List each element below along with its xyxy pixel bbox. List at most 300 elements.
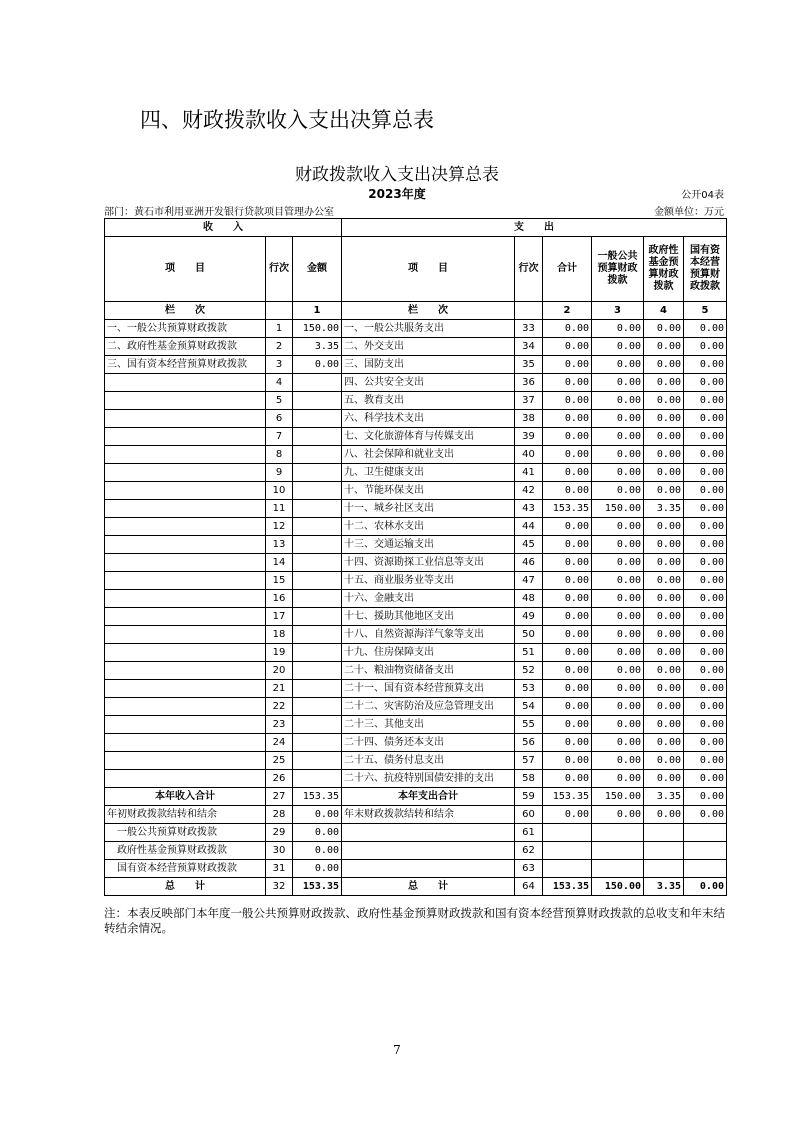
- income-row-no: 32: [266, 878, 293, 896]
- income-row-no: 26: [266, 770, 293, 788]
- income-item: [105, 572, 266, 590]
- state-capital-amount: 0.00: [684, 554, 727, 572]
- expense-total: 153.35: [543, 500, 592, 518]
- fund-budget-amount: 0.00: [644, 356, 684, 374]
- expense-item: 三、国防支出: [342, 356, 515, 374]
- expense-total: 153.35: [543, 878, 592, 896]
- state-capital-amount: 0.00: [684, 356, 727, 374]
- income-item: 政府性基金预算财政拨款: [105, 842, 266, 860]
- income-amount: [293, 662, 342, 680]
- general-budget-amount: 0.00: [592, 680, 644, 698]
- expense-item: 十七、援助其他地区支出: [342, 608, 515, 626]
- income-item: [105, 464, 266, 482]
- expense-row-no: 42: [515, 482, 543, 500]
- income-row-no: 1: [266, 320, 293, 338]
- income-amount: 0.00: [293, 356, 342, 374]
- income-amount: [293, 734, 342, 752]
- general-budget-amount: 0.00: [592, 734, 644, 752]
- income-row-no: 31: [266, 860, 293, 878]
- col-1: 1: [293, 302, 342, 320]
- expense-total: 0.00: [543, 608, 592, 626]
- general-budget-amount: 0.00: [592, 590, 644, 608]
- state-capital-amount: 0.00: [684, 734, 727, 752]
- expense-item: 十四、资源勘探工业信息等支出: [342, 554, 515, 572]
- expense-row-no: 49: [515, 608, 543, 626]
- fund-budget-amount: 0.00: [644, 338, 684, 356]
- expense-row-no: 63: [515, 860, 543, 878]
- state-capital-amount: 0.00: [684, 806, 727, 824]
- fund-budget-amount: 3.35: [644, 878, 684, 896]
- expense-row-no: 46: [515, 554, 543, 572]
- general-budget-amount: 0.00: [592, 338, 644, 356]
- fund-budget-amount: 0.00: [644, 734, 684, 752]
- table-row: [105, 482, 727, 500]
- general-budget-amount: 0.00: [592, 662, 644, 680]
- total-header: 合计: [543, 237, 592, 302]
- income-amount: 0.00: [293, 824, 342, 842]
- expense-row-no: 36: [515, 374, 543, 392]
- income-row-no: 28: [266, 806, 293, 824]
- expense-row-no: 48: [515, 590, 543, 608]
- expense-total: 0.00: [543, 770, 592, 788]
- expense-header: 支 出: [342, 219, 727, 237]
- income-amount: [293, 644, 342, 662]
- income-item-header: 项 目: [105, 237, 266, 302]
- income-item: [105, 392, 266, 410]
- expense-total: 0.00: [543, 806, 592, 824]
- income-item: 一般公共预算财政拨款: [105, 824, 266, 842]
- expense-item: 十、节能环保支出: [342, 482, 515, 500]
- state-capital-amount: 0.00: [684, 338, 727, 356]
- income-row-no: 24: [266, 734, 293, 752]
- table-row: [105, 698, 727, 716]
- table-row: [105, 356, 727, 374]
- state-capital-amount: 0.00: [684, 590, 727, 608]
- income-item: 三、国有资本经营预算财政拨款: [105, 356, 266, 374]
- general-budget-amount: 0.00: [592, 320, 644, 338]
- income-amount: [293, 536, 342, 554]
- income-item: [105, 410, 266, 428]
- table-row: [105, 446, 727, 464]
- general-budget-amount: 0.00: [592, 644, 644, 662]
- state-capital-amount: 0.00: [684, 788, 727, 806]
- expense-total: 0.00: [543, 536, 592, 554]
- fund-budget-amount: 0.00: [644, 644, 684, 662]
- income-row-no: 12: [266, 518, 293, 536]
- col-blank: [515, 302, 543, 320]
- income-row-no: 6: [266, 410, 293, 428]
- general-budget-amount: 0.00: [592, 464, 644, 482]
- table-row: [105, 590, 727, 608]
- income-item: [105, 662, 266, 680]
- table-row: [105, 518, 727, 536]
- general-budget-amount: 0.00: [592, 698, 644, 716]
- expense-item: 四、公共安全支出: [342, 374, 515, 392]
- expense-row-no: 33: [515, 320, 543, 338]
- table-row: [105, 410, 727, 428]
- income-row-no-header: 行次: [266, 237, 293, 302]
- state-capital-header: 国有资本经营预算财政拨款: [684, 237, 727, 302]
- income-amount-header: 金额: [293, 237, 342, 302]
- income-row-no: 3: [266, 356, 293, 374]
- state-capital-amount: 0.00: [684, 464, 727, 482]
- general-budget-amount: 0.00: [592, 554, 644, 572]
- state-capital-amount: 0.00: [684, 644, 727, 662]
- income-item: [105, 536, 266, 554]
- income-row-no: 25: [266, 752, 293, 770]
- fund-budget-amount: 0.00: [644, 428, 684, 446]
- fund-budget-amount: [644, 860, 684, 878]
- fund-budget-amount: 0.00: [644, 374, 684, 392]
- general-budget-amount: 150.00: [592, 878, 644, 896]
- expense-total: 0.00: [543, 644, 592, 662]
- table-row: [105, 788, 727, 806]
- state-capital-amount: [684, 860, 727, 878]
- income-amount: [293, 374, 342, 392]
- table-row: [105, 680, 727, 698]
- income-amount: [293, 500, 342, 518]
- general-budget-amount: 0.00: [592, 446, 644, 464]
- table-row: [105, 752, 727, 770]
- income-amount: [293, 392, 342, 410]
- expense-total: 0.00: [543, 680, 592, 698]
- table-note: 注：本表反映部门本年度一般公共预算财政拨款、政府性基金预算财政拨款和国有资本经营预算财政拨款的总收支和年末结转结余情况。: [104, 906, 725, 935]
- income-item: [105, 716, 266, 734]
- state-capital-amount: 0.00: [684, 392, 727, 410]
- expense-row-no: 43: [515, 500, 543, 518]
- income-item: [105, 428, 266, 446]
- table-row: [105, 428, 727, 446]
- expense-item: 六、科学技术支出: [342, 410, 515, 428]
- expense-row-no: 37: [515, 392, 543, 410]
- income-row-no: 22: [266, 698, 293, 716]
- income-item: [105, 500, 266, 518]
- general-budget-amount: 0.00: [592, 806, 644, 824]
- expense-row-no: 56: [515, 734, 543, 752]
- expense-item: [342, 842, 515, 860]
- amount-unit: 金额单位：万元: [654, 207, 724, 218]
- header-row-group: [105, 219, 727, 237]
- table-row: [105, 824, 727, 842]
- table-row: [105, 716, 727, 734]
- col-5: 5: [684, 302, 727, 320]
- table-code: 公开04表: [681, 190, 724, 201]
- expense-row-no: 57: [515, 752, 543, 770]
- expense-item: 二十三、其他支出: [342, 716, 515, 734]
- expense-row-no: 55: [515, 716, 543, 734]
- expense-total: 0.00: [543, 410, 592, 428]
- general-budget-amount: 0.00: [592, 626, 644, 644]
- state-capital-amount: 0.00: [684, 698, 727, 716]
- fund-budget-amount: 3.35: [644, 788, 684, 806]
- expense-total: [543, 842, 592, 860]
- income-row-no: 27: [266, 788, 293, 806]
- state-capital-amount: 0.00: [684, 878, 727, 896]
- expense-item: 十八、自然资源海洋气象等支出: [342, 626, 515, 644]
- income-row-no: 29: [266, 824, 293, 842]
- income-item: 一、一般公共预算财政拨款: [105, 320, 266, 338]
- income-row-no: 11: [266, 500, 293, 518]
- expense-row-no: 38: [515, 410, 543, 428]
- table-row: [105, 770, 727, 788]
- state-capital-amount: 0.00: [684, 374, 727, 392]
- fund-budget-amount: [644, 842, 684, 860]
- expense-item: 二十四、债务还本支出: [342, 734, 515, 752]
- general-budget-amount: 0.00: [592, 374, 644, 392]
- expense-total: 0.00: [543, 392, 592, 410]
- general-budget-amount: [592, 824, 644, 842]
- income-item: [105, 644, 266, 662]
- income-amount: 0.00: [293, 842, 342, 860]
- income-amount: [293, 626, 342, 644]
- income-amount: [293, 518, 342, 536]
- expense-item: 十九、住房保障支出: [342, 644, 515, 662]
- fund-budget-amount: [644, 824, 684, 842]
- expense-item: 本年支出合计: [342, 788, 515, 806]
- fund-budget-amount: 0.00: [644, 410, 684, 428]
- income-row-no: 10: [266, 482, 293, 500]
- fund-budget-amount: 0.00: [644, 320, 684, 338]
- expense-row-no: 35: [515, 356, 543, 374]
- expense-total: 0.00: [543, 734, 592, 752]
- income-row-no: 15: [266, 572, 293, 590]
- general-budget-amount: 150.00: [592, 788, 644, 806]
- general-budget-amount: 0.00: [592, 536, 644, 554]
- expense-total: 0.00: [543, 716, 592, 734]
- expense-item: 二、外交支出: [342, 338, 515, 356]
- income-row-no: 9: [266, 464, 293, 482]
- table-row: [105, 500, 727, 518]
- table-row: [105, 842, 727, 860]
- income-amount: 153.35: [293, 878, 342, 896]
- header-row: [105, 237, 727, 302]
- income-row-no: 20: [266, 662, 293, 680]
- expense-row-no: 40: [515, 446, 543, 464]
- col-3: 3: [592, 302, 644, 320]
- income-amount: 0.00: [293, 806, 342, 824]
- expense-total: [543, 860, 592, 878]
- expense-total: 0.00: [543, 698, 592, 716]
- expense-total: 0.00: [543, 590, 592, 608]
- fund-budget-amount: 0.00: [644, 680, 684, 698]
- income-amount: [293, 680, 342, 698]
- expense-total: 0.00: [543, 482, 592, 500]
- table-row: [105, 536, 727, 554]
- fund-budget-amount: 0.00: [644, 752, 684, 770]
- expense-total: 0.00: [543, 572, 592, 590]
- income-amount: [293, 428, 342, 446]
- income-item: 国有资本经营预算财政拨款: [105, 860, 266, 878]
- income-amount: 0.00: [293, 860, 342, 878]
- fund-budget-amount: 0.00: [644, 554, 684, 572]
- income-amount: [293, 572, 342, 590]
- expense-row-no: 53: [515, 680, 543, 698]
- income-item: 二、政府性基金预算财政拨款: [105, 338, 266, 356]
- state-capital-amount: 0.00: [684, 536, 727, 554]
- fund-budget-amount: 0.00: [644, 716, 684, 734]
- fund-budget-amount: 0.00: [644, 392, 684, 410]
- expense-item: [342, 824, 515, 842]
- general-budget-amount: 0.00: [592, 482, 644, 500]
- expense-total: 0.00: [543, 752, 592, 770]
- table-row: [105, 626, 727, 644]
- state-capital-amount: 0.00: [684, 770, 727, 788]
- income-row-no: 8: [266, 446, 293, 464]
- income-amount: [293, 752, 342, 770]
- table-row: [105, 572, 727, 590]
- general-budget-amount: 0.00: [592, 752, 644, 770]
- income-item: [105, 482, 266, 500]
- expense-item: 二十一、国有资本经营预算支出: [342, 680, 515, 698]
- expense-row-no: 59: [515, 788, 543, 806]
- table-row: [105, 860, 727, 878]
- expense-item: [342, 860, 515, 878]
- table-row: [105, 374, 727, 392]
- expense-row-no: 64: [515, 878, 543, 896]
- col-4: 4: [644, 302, 684, 320]
- general-budget-amount: [592, 860, 644, 878]
- expense-item: 二十六、抗疫特别国债安排的支出: [342, 770, 515, 788]
- expense-total: 0.00: [543, 320, 592, 338]
- expense-item: 一、一般公共服务支出: [342, 320, 515, 338]
- income-row-no: 7: [266, 428, 293, 446]
- expense-total: 0.00: [543, 338, 592, 356]
- expense-total: 0.00: [543, 428, 592, 446]
- state-capital-amount: 0.00: [684, 500, 727, 518]
- expense-row-no: 58: [515, 770, 543, 788]
- income-item: [105, 608, 266, 626]
- income-amount: 3.35: [293, 338, 342, 356]
- expense-row-no: 47: [515, 572, 543, 590]
- column-index-row: [105, 302, 727, 320]
- expense-item: 十六、金融支出: [342, 590, 515, 608]
- expense-total: 0.00: [543, 662, 592, 680]
- expense-item: 年末财政拨款结转和结余: [342, 806, 515, 824]
- general-budget-amount: [592, 842, 644, 860]
- income-item: [105, 698, 266, 716]
- income-item: [105, 554, 266, 572]
- expense-total: 0.00: [543, 374, 592, 392]
- table-row: [105, 878, 727, 896]
- expense-item: 十二、农林水支出: [342, 518, 515, 536]
- expense-row-no: 62: [515, 842, 543, 860]
- income-row-no: 19: [266, 644, 293, 662]
- expense-total: [543, 824, 592, 842]
- fund-budget-amount: 0.00: [644, 482, 684, 500]
- income-item: [105, 626, 266, 644]
- fund-budget-amount: 0.00: [644, 590, 684, 608]
- general-budget-amount: 0.00: [592, 428, 644, 446]
- table-row: [105, 320, 727, 338]
- income-amount: [293, 770, 342, 788]
- income-row-no: 16: [266, 590, 293, 608]
- table-row: [105, 608, 727, 626]
- table-title: 财政拨款收入支出决算总表: [295, 165, 499, 185]
- expense-row-no: 50: [515, 626, 543, 644]
- col-blank: [266, 302, 293, 320]
- expense-item: 二十二、灾害防治及应急管理支出: [342, 698, 515, 716]
- table-row: [105, 734, 727, 752]
- income-amount: [293, 482, 342, 500]
- general-budget-amount: 0.00: [592, 716, 644, 734]
- income-item: 本年收入合计: [105, 788, 266, 806]
- income-row-no: 30: [266, 842, 293, 860]
- income-row-no: 5: [266, 392, 293, 410]
- income-item: [105, 590, 266, 608]
- income-amount: [293, 446, 342, 464]
- expense-item: 十五、商业服务业等支出: [342, 572, 515, 590]
- income-row-no: 13: [266, 536, 293, 554]
- income-amount: 153.35: [293, 788, 342, 806]
- income-item: 年初财政拨款结转和结余: [105, 806, 266, 824]
- state-capital-amount: 0.00: [684, 320, 727, 338]
- fund-budget-amount: 0.00: [644, 770, 684, 788]
- expense-total: 0.00: [543, 554, 592, 572]
- income-row-no: 23: [266, 716, 293, 734]
- expense-row-no: 60: [515, 806, 543, 824]
- general-budget-amount: 0.00: [592, 518, 644, 536]
- state-capital-amount: 0.00: [684, 680, 727, 698]
- income-row-no: 18: [266, 626, 293, 644]
- expense-item: 总 计: [342, 878, 515, 896]
- general-budget-amount: 0.00: [592, 356, 644, 374]
- expense-row-no: 51: [515, 644, 543, 662]
- income-amount: [293, 410, 342, 428]
- general-budget-amount: 0.00: [592, 770, 644, 788]
- state-capital-amount: 0.00: [684, 572, 727, 590]
- income-amount: [293, 464, 342, 482]
- income-item: [105, 752, 266, 770]
- expense-total: 0.00: [543, 446, 592, 464]
- general-budget-amount: 150.00: [592, 500, 644, 518]
- expense-total: 0.00: [543, 518, 592, 536]
- expense-item: 二十、粮油物资储备支出: [342, 662, 515, 680]
- income-item: [105, 734, 266, 752]
- expense-item: 十一、城乡社区支出: [342, 500, 515, 518]
- state-capital-amount: 0.00: [684, 608, 727, 626]
- expense-row-no-header: 行次: [515, 237, 543, 302]
- income-amount: [293, 698, 342, 716]
- income-item: [105, 680, 266, 698]
- general-budget-amount: 0.00: [592, 608, 644, 626]
- fund-budget-amount: 0.00: [644, 446, 684, 464]
- state-capital-amount: 0.00: [684, 716, 727, 734]
- col-label: 栏 次: [105, 302, 266, 320]
- income-row-no: 21: [266, 680, 293, 698]
- fund-budget-amount: 0.00: [644, 464, 684, 482]
- general-budget-header: 一般公共预算财政拨款: [592, 237, 644, 302]
- expense-item: 十三、交通运输支出: [342, 536, 515, 554]
- department: 部门：黄石市利用亚洲开发银行贷款项目管理办公室: [104, 207, 334, 218]
- expense-total: 153.35: [543, 788, 592, 806]
- fund-budget-amount: 0.00: [644, 608, 684, 626]
- income-amount: [293, 554, 342, 572]
- state-capital-amount: 0.00: [684, 752, 727, 770]
- fund-budget-amount: 0.00: [644, 572, 684, 590]
- expense-item: 二十五、债务付息支出: [342, 752, 515, 770]
- income-row-no: 14: [266, 554, 293, 572]
- state-capital-amount: 0.00: [684, 482, 727, 500]
- expense-item: 九、卫生健康支出: [342, 464, 515, 482]
- income-item: [105, 374, 266, 392]
- state-capital-amount: 0.00: [684, 662, 727, 680]
- expense-row-no: 45: [515, 536, 543, 554]
- expense-total: 0.00: [543, 464, 592, 482]
- fund-budget-header: 政府性基金预算财政拨款: [644, 237, 684, 302]
- income-item: [105, 770, 266, 788]
- income-item: [105, 446, 266, 464]
- income-amount: 150.00: [293, 320, 342, 338]
